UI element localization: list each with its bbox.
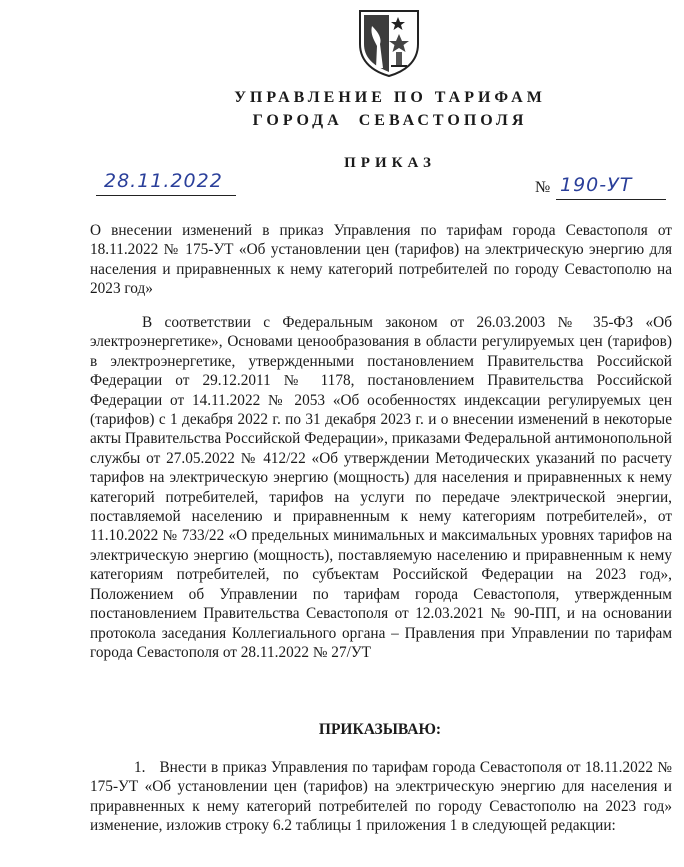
order-preamble: В соответствии с Федеральным законом от 26.03.2003 № 35-ФЗ «Об электроэнергетике», Основами ценообразования в области регулируемых цен (тарифов) в электроэнергетике, утвержденными постановлением Правительства Российской Федерации от 29.12.2011 № 1178, постановлением Правительства Российской Федерации от 14.11.2022 № 2053 «Об особенностях индексации регулируемых цен (тарифов) с 1 декабря 2022 г. по 31 декабря 2023 г. и о внесении изменений в некоторые акты Правительства Российской Федерации», приказами Федеральной антимонопольной службы от 27.05.2022 № 412/22 «Об утверждении Методических указаний по расчету тарифов на электрическую энергию (мощность) для населения и приравненных к нему категорий потребителей, тарифов на услуги по передаче электрической энергии, поставляемой населению и приравненным к нему категориям потребителей», от 11.10.2022 № 733/22 «О предельных минимальных и максимальных уровнях тарифов на электрическую энергию (мощность), поставляемую населению и приравненным к нему категориям потребителей, по субъектам Российской Федерации на 2023 год», Положением об Управлении по тарифам города Севастополя, утвержденным постановлением Правительства Севастополя от 12.03.2021 № 90-ПП, и на основании протокола заседания Коллегиального органа – Правления при Управлении по тарифам города Севастополя от 28.11.2022 № 27/УТ: [90, 314, 672, 661]
date-underline: [96, 195, 236, 196]
order-item: [90, 758, 672, 836]
order-item-text: Внести в приказ Управления по тарифам города Севастополя от 18.11.2022 № 175-УТ «Об установлении цен (тарифов) на электрическую энергию для населения и приравненных к нему категорий потребителей по городу Севастополю на 2023 год» изменение, изложив строку 6.2 таблицы 1 приложения 1 в следующей редакции:: [90, 759, 672, 835]
document-type-title: ПРИКАЗ: [344, 155, 436, 171]
order-number-handwritten: 190-УТ: [560, 174, 633, 196]
order-directive-heading: ПРИКАЗЫВАЮ:: [318, 721, 442, 738]
order-item-number: 1.: [134, 759, 146, 776]
order-number-sign: №: [535, 179, 551, 196]
order-date-handwritten: 28.11.2022: [104, 170, 223, 192]
sevastopol-coat-of-arms-icon: [356, 8, 422, 78]
organization-name-line-2: ГОРОДА СЕВАСТОПОЛЯ: [252, 112, 528, 129]
organization-name-line-1: УПРАВЛЕНИЕ ПО ТАРИФАМ: [234, 89, 546, 106]
number-underline: [556, 199, 666, 200]
order-subject: О внесении изменений в приказ Управления по тарифам города Севастополя от 18.11.2022 № 175-УТ «Об установлении цен (тарифов) на электрическую энергию для населения и приравненных к нему категорий потребителей по городу Севастополю на 2023 год»: [90, 222, 672, 298]
